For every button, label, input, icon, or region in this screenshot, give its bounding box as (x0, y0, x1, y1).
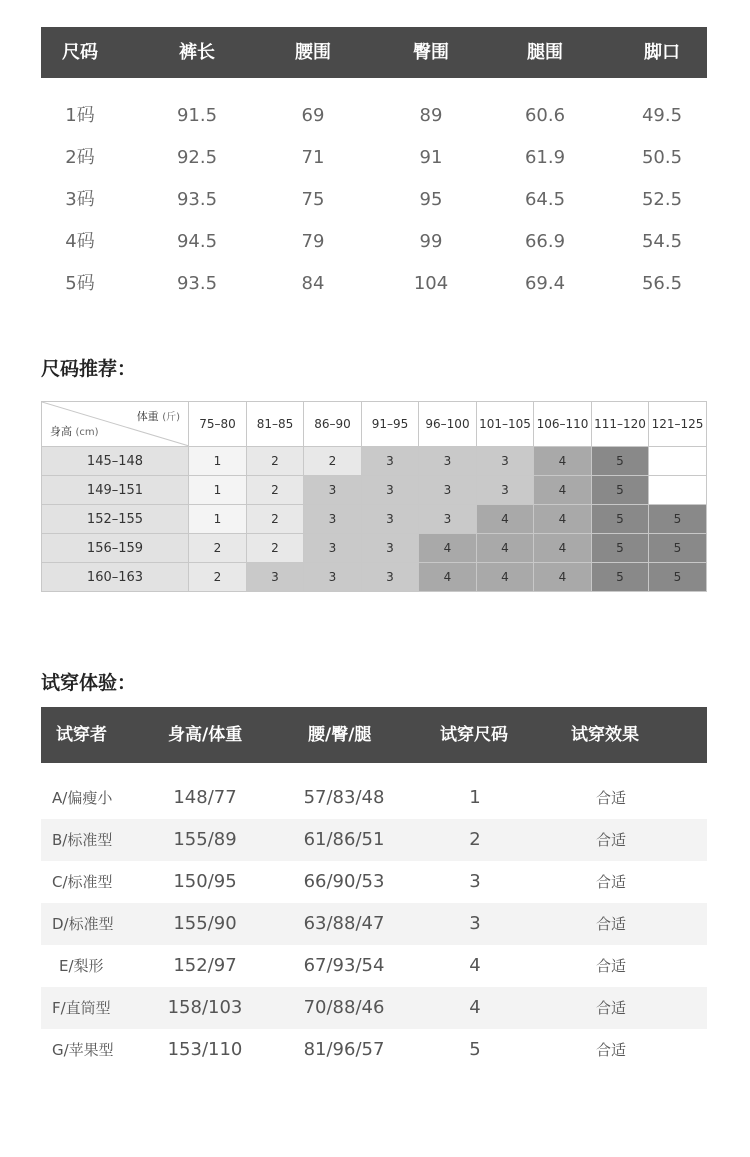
recommended-size-cell: 5 (592, 563, 649, 592)
recommended-size-cell (649, 476, 707, 505)
recommended-size-cell: 3 (477, 447, 534, 476)
weight-column-header: 96–100 (419, 402, 477, 447)
try-cell: 155/90 (173, 913, 237, 934)
recommended-size-cell: 4 (477, 563, 534, 592)
size-cell: 1码 (65, 105, 95, 126)
recommended-size-cell: 3 (304, 534, 362, 563)
recommended-size-cell: 4 (534, 563, 592, 592)
try-header-result: 试穿效果 (571, 725, 639, 745)
try-on-row (41, 777, 707, 819)
size-cell: 92.5 (176, 147, 218, 168)
recommended-size-cell: 3 (419, 447, 477, 476)
size-cell: 52.5 (641, 189, 683, 210)
height-range-cell: 149–151 (42, 476, 189, 505)
weight-column-header: 81–85 (247, 402, 304, 447)
try-on-row (41, 987, 707, 1029)
size-cell: 60.6 (524, 105, 566, 126)
weight-column-header: 111–120 (592, 402, 649, 447)
size-cell: 49.5 (641, 105, 683, 126)
try-on-row (41, 861, 707, 903)
size-cell: 104 (413, 273, 449, 294)
recommended-size-cell: 3 (362, 476, 419, 505)
recommendation-corner-cell (42, 402, 189, 447)
weight-column-header: 101–105 (477, 402, 534, 447)
height-range-cell: 156–159 (42, 534, 189, 563)
try-header-size: 试穿尺码 (440, 725, 508, 745)
recommendation-title: 尺码推荐： (41, 358, 137, 380)
try-cell: 57/83/48 (303, 787, 385, 808)
recommended-size-cell: 2 (189, 534, 247, 563)
size-cell: 66.9 (524, 231, 566, 252)
recommended-size-cell: 3 (304, 505, 362, 534)
try-cell: 61/86/51 (303, 829, 385, 850)
try-cell: E/梨形 (59, 957, 104, 975)
recommended-size-cell: 4 (534, 534, 592, 563)
weight-column-header: 86–90 (304, 402, 362, 447)
try-cell: 合适 (595, 831, 627, 849)
size-cell: 56.5 (641, 273, 683, 294)
try-cell: 81/96/57 (303, 1039, 385, 1060)
try-cell: 3 (469, 913, 481, 934)
size-table-row (41, 95, 707, 137)
size-cell: 71 (301, 147, 325, 168)
size-cell: 93.5 (176, 273, 218, 294)
try-cell: 5 (469, 1039, 481, 1060)
corner-height-text: 身高 (50, 425, 72, 438)
recommended-size-cell: 3 (419, 505, 477, 534)
recommended-size-cell: 2 (247, 505, 304, 534)
size-cell: 91.5 (176, 105, 218, 126)
size-cell: 69 (301, 105, 325, 126)
try-cell: 70/88/46 (303, 997, 385, 1018)
size-cell: 75 (301, 189, 325, 210)
size-cell: 91 (419, 147, 443, 168)
recommended-size-cell: 2 (247, 534, 304, 563)
try-cell: D/标准型 (52, 915, 114, 933)
size-cell: 54.5 (641, 231, 683, 252)
size-cell: 50.5 (641, 147, 683, 168)
try-on-title: 试穿体验： (41, 672, 137, 694)
try-cell: C/标准型 (52, 873, 113, 891)
recommended-size-cell: 3 (362, 505, 419, 534)
try-cell: 4 (469, 955, 481, 976)
recommended-size-cell: 3 (419, 476, 477, 505)
corner-weight-label (137, 408, 180, 424)
recommended-size-cell: 5 (649, 505, 707, 534)
size-cell: 99 (419, 231, 443, 252)
try-cell: 合适 (595, 873, 627, 891)
size-table-row (41, 137, 707, 179)
size-cell: 94.5 (176, 231, 218, 252)
recommended-size-cell: 5 (649, 563, 707, 592)
try-cell: 合适 (595, 957, 627, 975)
weight-column-header: 91–95 (362, 402, 419, 447)
recommended-size-cell: 3 (477, 476, 534, 505)
size-table-row (41, 221, 707, 263)
try-on-row (41, 1029, 707, 1071)
size-header-thigh: 腿围 (527, 42, 563, 63)
try-on-row (41, 903, 707, 945)
try-cell: 1 (469, 787, 481, 808)
recommended-size-cell: 5 (592, 534, 649, 563)
recommended-size-cell: 4 (419, 534, 477, 563)
size-header-length: 裤长 (179, 42, 215, 63)
recommended-size-cell: 4 (534, 476, 592, 505)
recommendation-row (42, 505, 707, 534)
size-cell: 3码 (65, 189, 95, 210)
try-cell: 155/89 (173, 829, 237, 850)
recommended-size-cell: 3 (304, 563, 362, 592)
size-header-waist: 腰围 (295, 42, 331, 63)
try-cell: 合适 (595, 915, 627, 933)
try-cell: 2 (469, 829, 481, 850)
size-cell: 93.5 (176, 189, 218, 210)
try-cell: A/偏瘦小 (52, 789, 113, 807)
size-header-hip: 臀围 (413, 42, 449, 63)
size-cell: 64.5 (524, 189, 566, 210)
try-cell: 合适 (595, 789, 627, 807)
size-cell: 95 (419, 189, 443, 210)
recommended-size-cell: 4 (477, 534, 534, 563)
size-cell: 4码 (65, 231, 95, 252)
weight-column-header: 75–80 (189, 402, 247, 447)
height-range-cell: 152–155 (42, 505, 189, 534)
recommended-size-cell: 3 (362, 447, 419, 476)
recommendation-grid (41, 401, 707, 592)
recommendation-row (42, 447, 707, 476)
recommended-size-cell: 2 (189, 563, 247, 592)
size-cell: 61.9 (524, 147, 566, 168)
size-cell: 79 (301, 231, 325, 252)
recommendation-row (42, 534, 707, 563)
try-cell: B/标准型 (52, 831, 113, 849)
recommended-size-cell: 2 (247, 476, 304, 505)
recommended-size-cell: 5 (592, 505, 649, 534)
try-cell: 合适 (595, 999, 627, 1017)
corner-height-unit: (cm) (75, 427, 99, 438)
try-cell: 148/77 (173, 787, 237, 808)
try-cell: 合适 (595, 1041, 627, 1059)
recommended-size-cell: 1 (189, 447, 247, 476)
weight-column-header: 106–110 (534, 402, 592, 447)
try-header-tester: 试穿者 (56, 725, 107, 745)
try-cell: 66/90/53 (303, 871, 385, 892)
recommendation-row (42, 476, 707, 505)
try-on-row (41, 945, 707, 987)
recommended-size-cell: 4 (534, 505, 592, 534)
recommended-size-cell: 4 (477, 505, 534, 534)
recommended-size-cell: 5 (592, 447, 649, 476)
try-cell: 153/110 (167, 1039, 243, 1060)
recommended-size-cell (649, 447, 707, 476)
recommended-size-cell: 5 (592, 476, 649, 505)
try-cell: 152/97 (173, 955, 237, 976)
recommended-size-cell: 4 (419, 563, 477, 592)
try-cell: 150/95 (173, 871, 237, 892)
recommended-size-cell: 1 (189, 505, 247, 534)
recommended-size-cell: 2 (247, 447, 304, 476)
corner-height-label (50, 423, 99, 439)
size-header-hem: 脚口 (644, 42, 680, 63)
recommendation-row (42, 563, 707, 592)
try-cell: 158/103 (167, 997, 243, 1018)
try-cell: G/苹果型 (52, 1041, 114, 1059)
recommended-size-cell: 3 (304, 476, 362, 505)
height-range-cell: 160–163 (42, 563, 189, 592)
try-header-height-weight: 身高/体重 (168, 725, 243, 745)
recommended-size-cell: 1 (189, 476, 247, 505)
try-cell: 4 (469, 997, 481, 1018)
recommended-size-cell: 4 (534, 447, 592, 476)
try-on-table-header (41, 707, 707, 763)
try-cell: 63/88/47 (303, 913, 385, 934)
try-on-row (41, 819, 707, 861)
recommended-size-cell: 3 (247, 563, 304, 592)
recommended-size-cell: 3 (362, 563, 419, 592)
size-table-body (41, 95, 707, 305)
size-cell: 2码 (65, 147, 95, 168)
recommended-size-cell: 5 (649, 534, 707, 563)
size-header-size: 尺码 (62, 42, 98, 63)
height-range-cell: 145–148 (42, 447, 189, 476)
size-cell: 84 (301, 273, 325, 294)
try-cell: F/直筒型 (52, 999, 111, 1017)
recommended-size-cell: 2 (304, 447, 362, 476)
recommended-size-cell: 3 (362, 534, 419, 563)
size-table-header (41, 27, 707, 78)
size-cell: 89 (419, 105, 443, 126)
try-cell: 67/93/54 (303, 955, 385, 976)
try-on-table-body (41, 777, 707, 1071)
weight-column-header: 121–125 (649, 402, 707, 447)
corner-weight-unit: (斤) (162, 412, 180, 423)
try-cell: 3 (469, 871, 481, 892)
corner-weight-text: 体重 (136, 410, 159, 423)
size-cell: 69.4 (524, 273, 566, 294)
try-header-measurements: 腰/臀/腿 (308, 725, 372, 745)
size-table-row (41, 263, 707, 305)
size-table-row (41, 179, 707, 221)
size-cell: 5码 (65, 273, 95, 294)
